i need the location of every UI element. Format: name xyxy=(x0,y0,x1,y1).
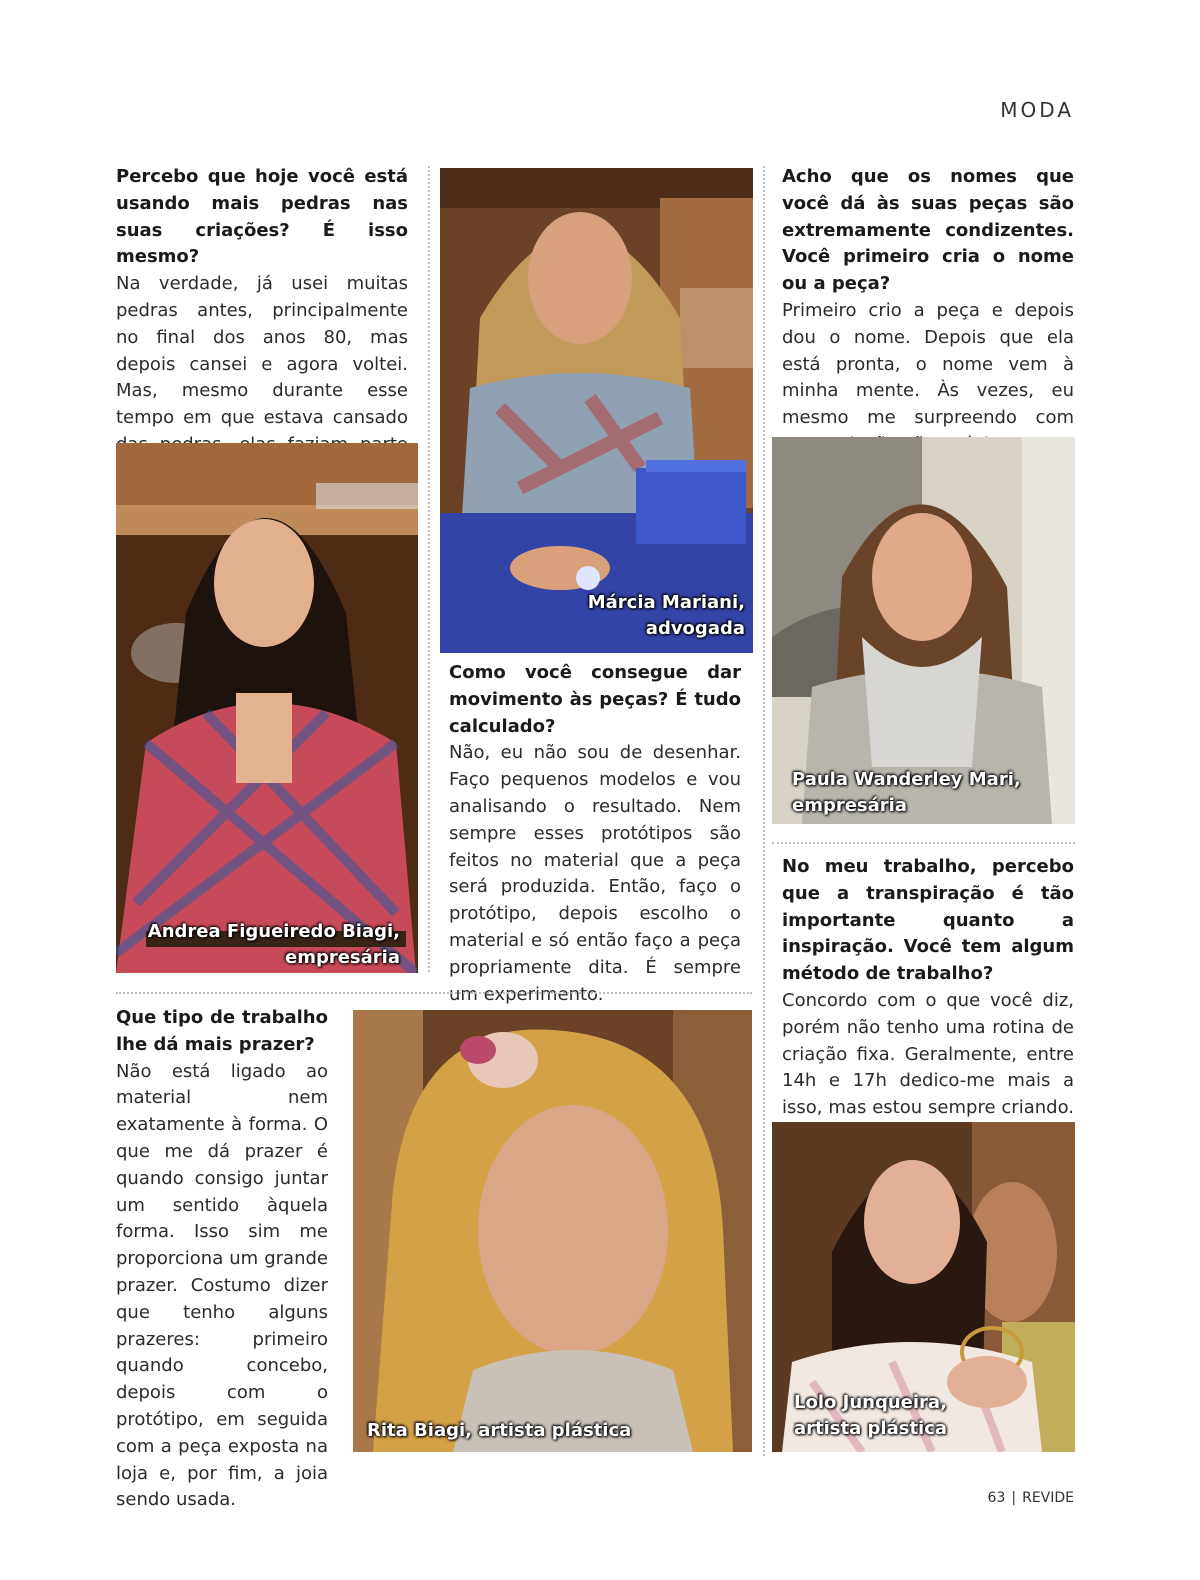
photo-marcia xyxy=(440,168,753,653)
caption-lolo-role: artista plástica xyxy=(794,1418,948,1439)
caption-paula-name: Paula Wanderley Mari, xyxy=(792,769,1021,790)
caption-lolo-name: Lolo Junqueira, xyxy=(794,1392,947,1413)
column-3-divider xyxy=(772,842,1075,844)
caption-andrea xyxy=(148,919,400,971)
question-2: Como você consegue dar movimento às peças? É tudo calculado? xyxy=(449,662,741,737)
answer-3: Primeiro crio a peça e depois dou o nome. Depois que ela está pronta, o nome vem à minha mente. Às vezes, eu mesmo me surpreendo com xyxy=(782,299,1074,429)
column-divider-2 xyxy=(763,166,765,1456)
caption-marcia-role: advogada xyxy=(645,618,745,639)
magazine-name: REVIDE xyxy=(1022,1490,1074,1506)
interview-block-2 xyxy=(449,660,741,1008)
interview-block-1 xyxy=(116,164,408,486)
section-title: MODA xyxy=(1000,98,1074,122)
caption-andrea-role: empresária xyxy=(285,947,400,968)
page-footer xyxy=(988,1490,1074,1506)
footer-separator: | xyxy=(1011,1490,1017,1506)
answer-4: Concordo com o que você diz, porém não tenho uma rotina de criação fixa. Geralmente, entre 14h e 17h dedico-me mais a isso, mas estou sempre criando. xyxy=(782,989,1074,1119)
question-3: Acho que os nomes que você dá às suas peças são extremamente condizentes. Você primeiro cria o nome ou a peça? xyxy=(782,166,1074,295)
answer-1: Na verdade, já usei muitas pedras antes, principalmente no final dos anos 80, mas depois cansei e agora voltei. Mas, mesmo durante esse tempo em que estava cansado xyxy=(116,273,408,429)
caption-paula-role: empresária xyxy=(792,795,907,816)
bottom-section-divider xyxy=(116,992,752,994)
answer-5: Não está ligado ao material nem exatamente à forma. O que me dá prazer é quando consigo juntar um sentido àquela forma. Isso sim me proporciona um grande prazer. Costumo dizer que tenho alguns prazeres: primeiro quando concebo, depois com o protótipo, em seguida com a peça exposta na loja e, por fim, a joia sendo usada. xyxy=(116,1060,328,1511)
caption-lolo xyxy=(794,1390,947,1442)
photo-rita xyxy=(353,1010,752,1452)
question-4: No meu trabalho, percebo que a transpiração é tão importante quanto a inspiração. Você tem algum método de trabalho? xyxy=(782,856,1074,985)
answer-2: Não, eu não sou de desenhar. Faço pequenos modelos e vou analisando o resultado. Nem sempre esses protótipos são feitos no material que a peça será produzida. Então, faço o protótipo, depois escolho o material e só então faço a peça propriamente dita. É sempre um experimento. xyxy=(449,742,741,1005)
caption-andrea-name: Andrea Figueiredo Biagi, xyxy=(147,921,400,942)
interview-block-5 xyxy=(116,1005,328,1514)
question-5: Que tipo de trabalho lhe dá mais prazer? xyxy=(116,1007,328,1055)
caption-marcia-name: Márcia Mariani, xyxy=(587,592,745,613)
caption-rita: Rita Biagi, artista plástica xyxy=(367,1420,632,1441)
page-number: 63 xyxy=(987,1490,1006,1506)
caption-marcia xyxy=(588,590,745,642)
question-1: Percebo que hoje você está usando mais pedras nas suas criações? É isso mesmo? xyxy=(116,166,408,268)
caption-paula xyxy=(792,767,1021,819)
photo-lolo xyxy=(772,1122,1075,1452)
photo-paula xyxy=(772,437,1075,824)
photo-andrea xyxy=(116,443,418,973)
column-divider-1 xyxy=(428,166,430,972)
